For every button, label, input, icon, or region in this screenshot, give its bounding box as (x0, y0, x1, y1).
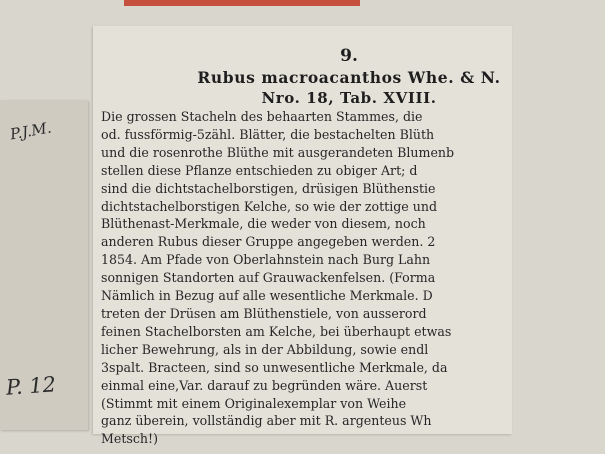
text-line: od. fussförmig-5zähl. Blätter, die bestachelten Blüth (101, 126, 435, 142)
handwritten-note: P. 12 (5, 372, 57, 400)
plate-reference: Nro. 18, Tab. XVIII. (261, 89, 437, 107)
handwritten-note: P.J.M. (8, 118, 53, 144)
text-line: 1854. Am Pfade von Oberlahnstein nach Burg Lahn (101, 252, 431, 268)
text-line: (Stimmt mit einem Originalexemplar von Weihe (101, 395, 407, 411)
label-body-text (101, 108, 454, 448)
text-line: anderen Rubus dieser Gruppe angegeben werden. 2 (101, 234, 436, 250)
text-line: Metsch!) (101, 431, 159, 447)
text-line: einmal eine,Var. darauf zu begründen wäre. Auerst (101, 377, 428, 393)
species-title: Rubus macroacanthos Whe. & N. (197, 68, 501, 87)
label-number: 9. (340, 46, 358, 66)
text-line: 3spalt. Bracteen, sind so unwesentliche Merkmale, da (101, 359, 448, 375)
printed-specimen-label (93, 26, 512, 447)
text-line: Blüthenast-Merkmale, die weder von diesem, noch (101, 216, 426, 232)
text-line: feinen Stachelborsten am Kelche, bei überhaupt etwas (101, 323, 452, 339)
text-line: treten der Drüsen am Blüthenstiele, von ausserord (101, 305, 427, 321)
text-line: sind die dichtstachelborstigen, drüsigen Blüthenstie (101, 180, 436, 196)
red-label-strip (124, 0, 360, 6)
text-line: dichtstachelborstigen Kelche, so wie der zottige und (101, 198, 438, 214)
text-line: stellen diese Pflanze entschieden zu obiger Art; d (101, 162, 418, 178)
text-line: und die rosenrothe Blüthe mit ausgerandeten Blumenb (101, 144, 455, 160)
text-line: sonnigen Standorten auf Grauwackenfelsen. (Forma (101, 270, 436, 286)
text-line: licher Bewehrung, als in der Abbildung, sowie endl (101, 341, 429, 357)
text-line: Die grossen Stacheln des behaarten Stammes, die (101, 109, 423, 124)
text-line: ganz überein, vollständig aber mit R. argenteus Wh (101, 413, 432, 429)
text-line: Nämlich in Bezug auf alle wesentliche Merkmale. D (101, 288, 433, 304)
